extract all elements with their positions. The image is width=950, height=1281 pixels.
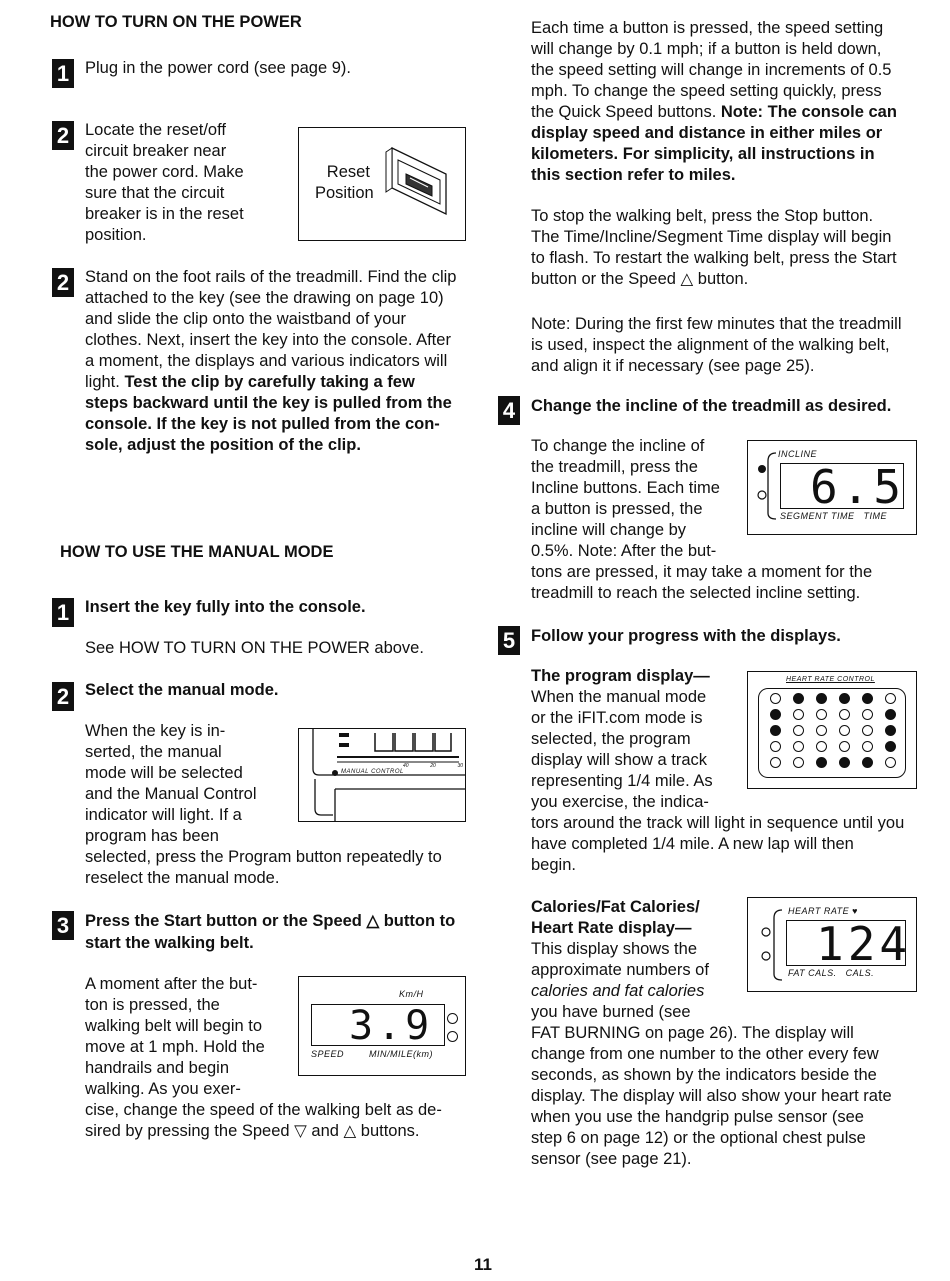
track-row — [768, 756, 898, 772]
speed-indicator-bottom — [447, 1031, 458, 1042]
program-display-label: HEART RATE CONTROL — [786, 676, 875, 683]
step-4-badge: 4 — [498, 396, 520, 425]
manual-step-3-heading: Press the Start button or the Speed △ button to start the walking belt. — [85, 912, 456, 952]
incline-bracket-icon — [756, 451, 780, 521]
power-step-3-text: Stand on the foot rails of the treadmill. Find the clip attached to the key (see the drawing on page 10) and slide the clip onto the waistband of your clothes. Next, insert the key into the console. After a moment, the displays and various indicators will light. Test the clip by carefully taking a few steps backward until the key is pulled from the console. If the key is not pulled from the con- sole, adjust the position of the clip. — [85, 268, 457, 454]
manual-mode-heading: HOW TO USE THE MANUAL MODE — [60, 543, 334, 561]
track-row — [768, 724, 898, 740]
track-indicator-unlit — [816, 725, 827, 736]
track-indicator-grid — [768, 692, 898, 772]
alignment-note-paragraph: Note: During the first few minutes that the treadmill is used, inspect the alignment of the walking belt, and align it if necessary (see page 25). — [531, 315, 902, 375]
manual-step-1-text: See HOW TO TURN ON THE POWER above. — [85, 639, 424, 657]
stop-belt-paragraph: To stop the walking belt, press the Stop button. The Time/Incline/Segment Time display will begin to flash. To restart the walking belt, press the Start button or the Speed △ button. — [531, 207, 897, 288]
track-indicator-unlit — [793, 741, 804, 752]
manual-step-2-heading: Select the manual mode. — [85, 681, 279, 699]
power-step-2-text: Locate the reset/off circuit breaker near the power cord. Make sure that the circuit breaker is in the reset position. — [85, 121, 244, 244]
track-indicator-unlit — [839, 709, 850, 720]
incline-label: INCLINE — [778, 449, 818, 459]
track-indicator-lit — [885, 709, 896, 720]
pace-label: MIN/MILE(km) — [369, 1049, 433, 1059]
track-indicator-unlit — [885, 693, 896, 704]
speed-readout-value: 3.9 — [349, 1003, 434, 1049]
track-indicator-unlit — [816, 741, 827, 752]
segment-time-label: SEGMENT TIME TIME — [780, 511, 888, 521]
manual-step-3-badge: 3 — [52, 911, 74, 940]
track-indicator-lit — [839, 693, 850, 704]
track-indicator-lit — [862, 757, 873, 768]
power-step-1-text: Plug in the power cord (see page 9). — [85, 59, 351, 77]
speed-indicator-top — [447, 1013, 458, 1024]
step-2b-badge: 2 — [52, 268, 74, 297]
heart-rate-label: HEART RATE ♥ — [788, 906, 859, 916]
step-2-badge: 2 — [52, 121, 74, 150]
track-indicator-lit — [885, 741, 896, 752]
track-indicator-unlit — [862, 709, 873, 720]
track-indicator-unlit — [770, 693, 781, 704]
manual-step-1-badge: 1 — [52, 598, 74, 627]
track-indicator-lit — [816, 693, 827, 704]
track-indicator-lit — [793, 693, 804, 704]
calories-display-text: Calories/Fat Calories/ Heart Rate display— This display shows the approximate numbers of calories and fat calories you have burned (see FAT BURNING on page 26). The display will change from one number to the other every few seconds, as shown by the indicators beside the display. The display will also show your heart rate when you use the handgrip pulse sensor (see step 6 on page 12) or the optional chest pulse sensor (see page 21). — [531, 898, 892, 1168]
step-5-badge: 5 — [498, 626, 520, 655]
step-4-heading: Change the incline of the treadmill as desired. — [531, 397, 892, 415]
console-bars-illustration — [299, 729, 465, 821]
manual-control-label: MANUAL CONTROL — [341, 769, 404, 775]
speed-unit-label: Km/H — [399, 989, 424, 999]
track-indicator-lit — [839, 757, 850, 768]
speed-change-paragraph: Each time a button is pressed, the speed setting will change by 0.1 mph; if a button is held down, the speed setting will change in increments of 0.5 mph. To change the speed setting quickly, press the Quick Speed buttons. Note: The console can display speed and distance in either miles or kilometers. For simplicity, all instructions in this section refer to miles. — [531, 19, 897, 184]
manual-tick-labels: 40 20 30 — [403, 763, 463, 769]
reset-label: Reset Position — [315, 163, 374, 202]
step-5-heading: Follow your progress with the displays. — [531, 627, 841, 645]
track-indicator-lit — [770, 709, 781, 720]
manual-step-3-text: A moment after the but- ton is pressed, the walking belt will begin to move at 1 mph. Hold the handrails and begin walking. As you exer- cise, change the speed of the walking belt as de- sired by pressing the Speed ▽ and △ buttons. — [85, 975, 442, 1140]
track-row — [768, 740, 898, 756]
step-4-text: To change the incline of the treadmill, press the Incline buttons. Each time a button is pressed, the incline will change by 0.5%. Note: After the but- tons are pressed, it may take a moment for the treadmill to reach the selected incline setting. — [531, 437, 873, 602]
power-heading: HOW TO TURN ON THE POWER — [50, 13, 302, 31]
speed-display-figure — [298, 976, 466, 1076]
heart-rate-readout-value: 124 — [816, 917, 912, 971]
circuit-breaker-icon — [384, 146, 456, 216]
track-indicator-unlit — [862, 725, 873, 736]
track-indicator-unlit — [770, 757, 781, 768]
incline-readout-value: 6.5 — [810, 460, 906, 514]
track-indicator-unlit — [793, 725, 804, 736]
reset-position-figure — [298, 127, 466, 241]
track-indicator-unlit — [793, 709, 804, 720]
track-indicator-unlit — [839, 741, 850, 752]
track-indicator-unlit — [839, 725, 850, 736]
heart-rate-display-figure — [747, 897, 917, 992]
heart-rate-bracket-icon — [756, 908, 786, 982]
track-row — [768, 692, 898, 708]
program-display-text: The program display— When the manual mode or the iFIT.com mode is selected, the program display will show a track representing 1/4 mile. As you exercise, the indica- tors around the track will light in sequence until you have completed 1/4 mile. A new lap will then begin. — [531, 667, 905, 874]
track-indicator-lit — [885, 725, 896, 736]
manual-step-2-text: When the key is in- serted, the manual mode will be selected and the Manual Control indicator will light. If a program has been selected, press the Program button repeatedly to reselect the manual mode. — [85, 722, 442, 887]
step-1-badge: 1 — [52, 59, 74, 88]
program-display-figure — [747, 671, 917, 789]
incline-display-figure — [747, 440, 917, 535]
manual-step-1-heading: Insert the key fully into the console. — [85, 598, 366, 616]
track-indicator-unlit — [816, 709, 827, 720]
page-number: 11 — [474, 1255, 492, 1274]
track-row — [768, 708, 898, 724]
track-indicator-lit — [862, 693, 873, 704]
speed-label: SPEED — [311, 1049, 345, 1059]
track-indicator-lit — [816, 757, 827, 768]
manual-step-2-badge: 2 — [52, 682, 74, 711]
calories-labels: FAT CALS. CALS. — [788, 968, 875, 978]
manual-control-figure — [298, 728, 466, 822]
track-indicator-unlit — [862, 741, 873, 752]
track-indicator-unlit — [793, 757, 804, 768]
track-indicator-unlit — [770, 741, 781, 752]
track-indicator-unlit — [885, 757, 896, 768]
track-indicator-lit — [770, 725, 781, 736]
